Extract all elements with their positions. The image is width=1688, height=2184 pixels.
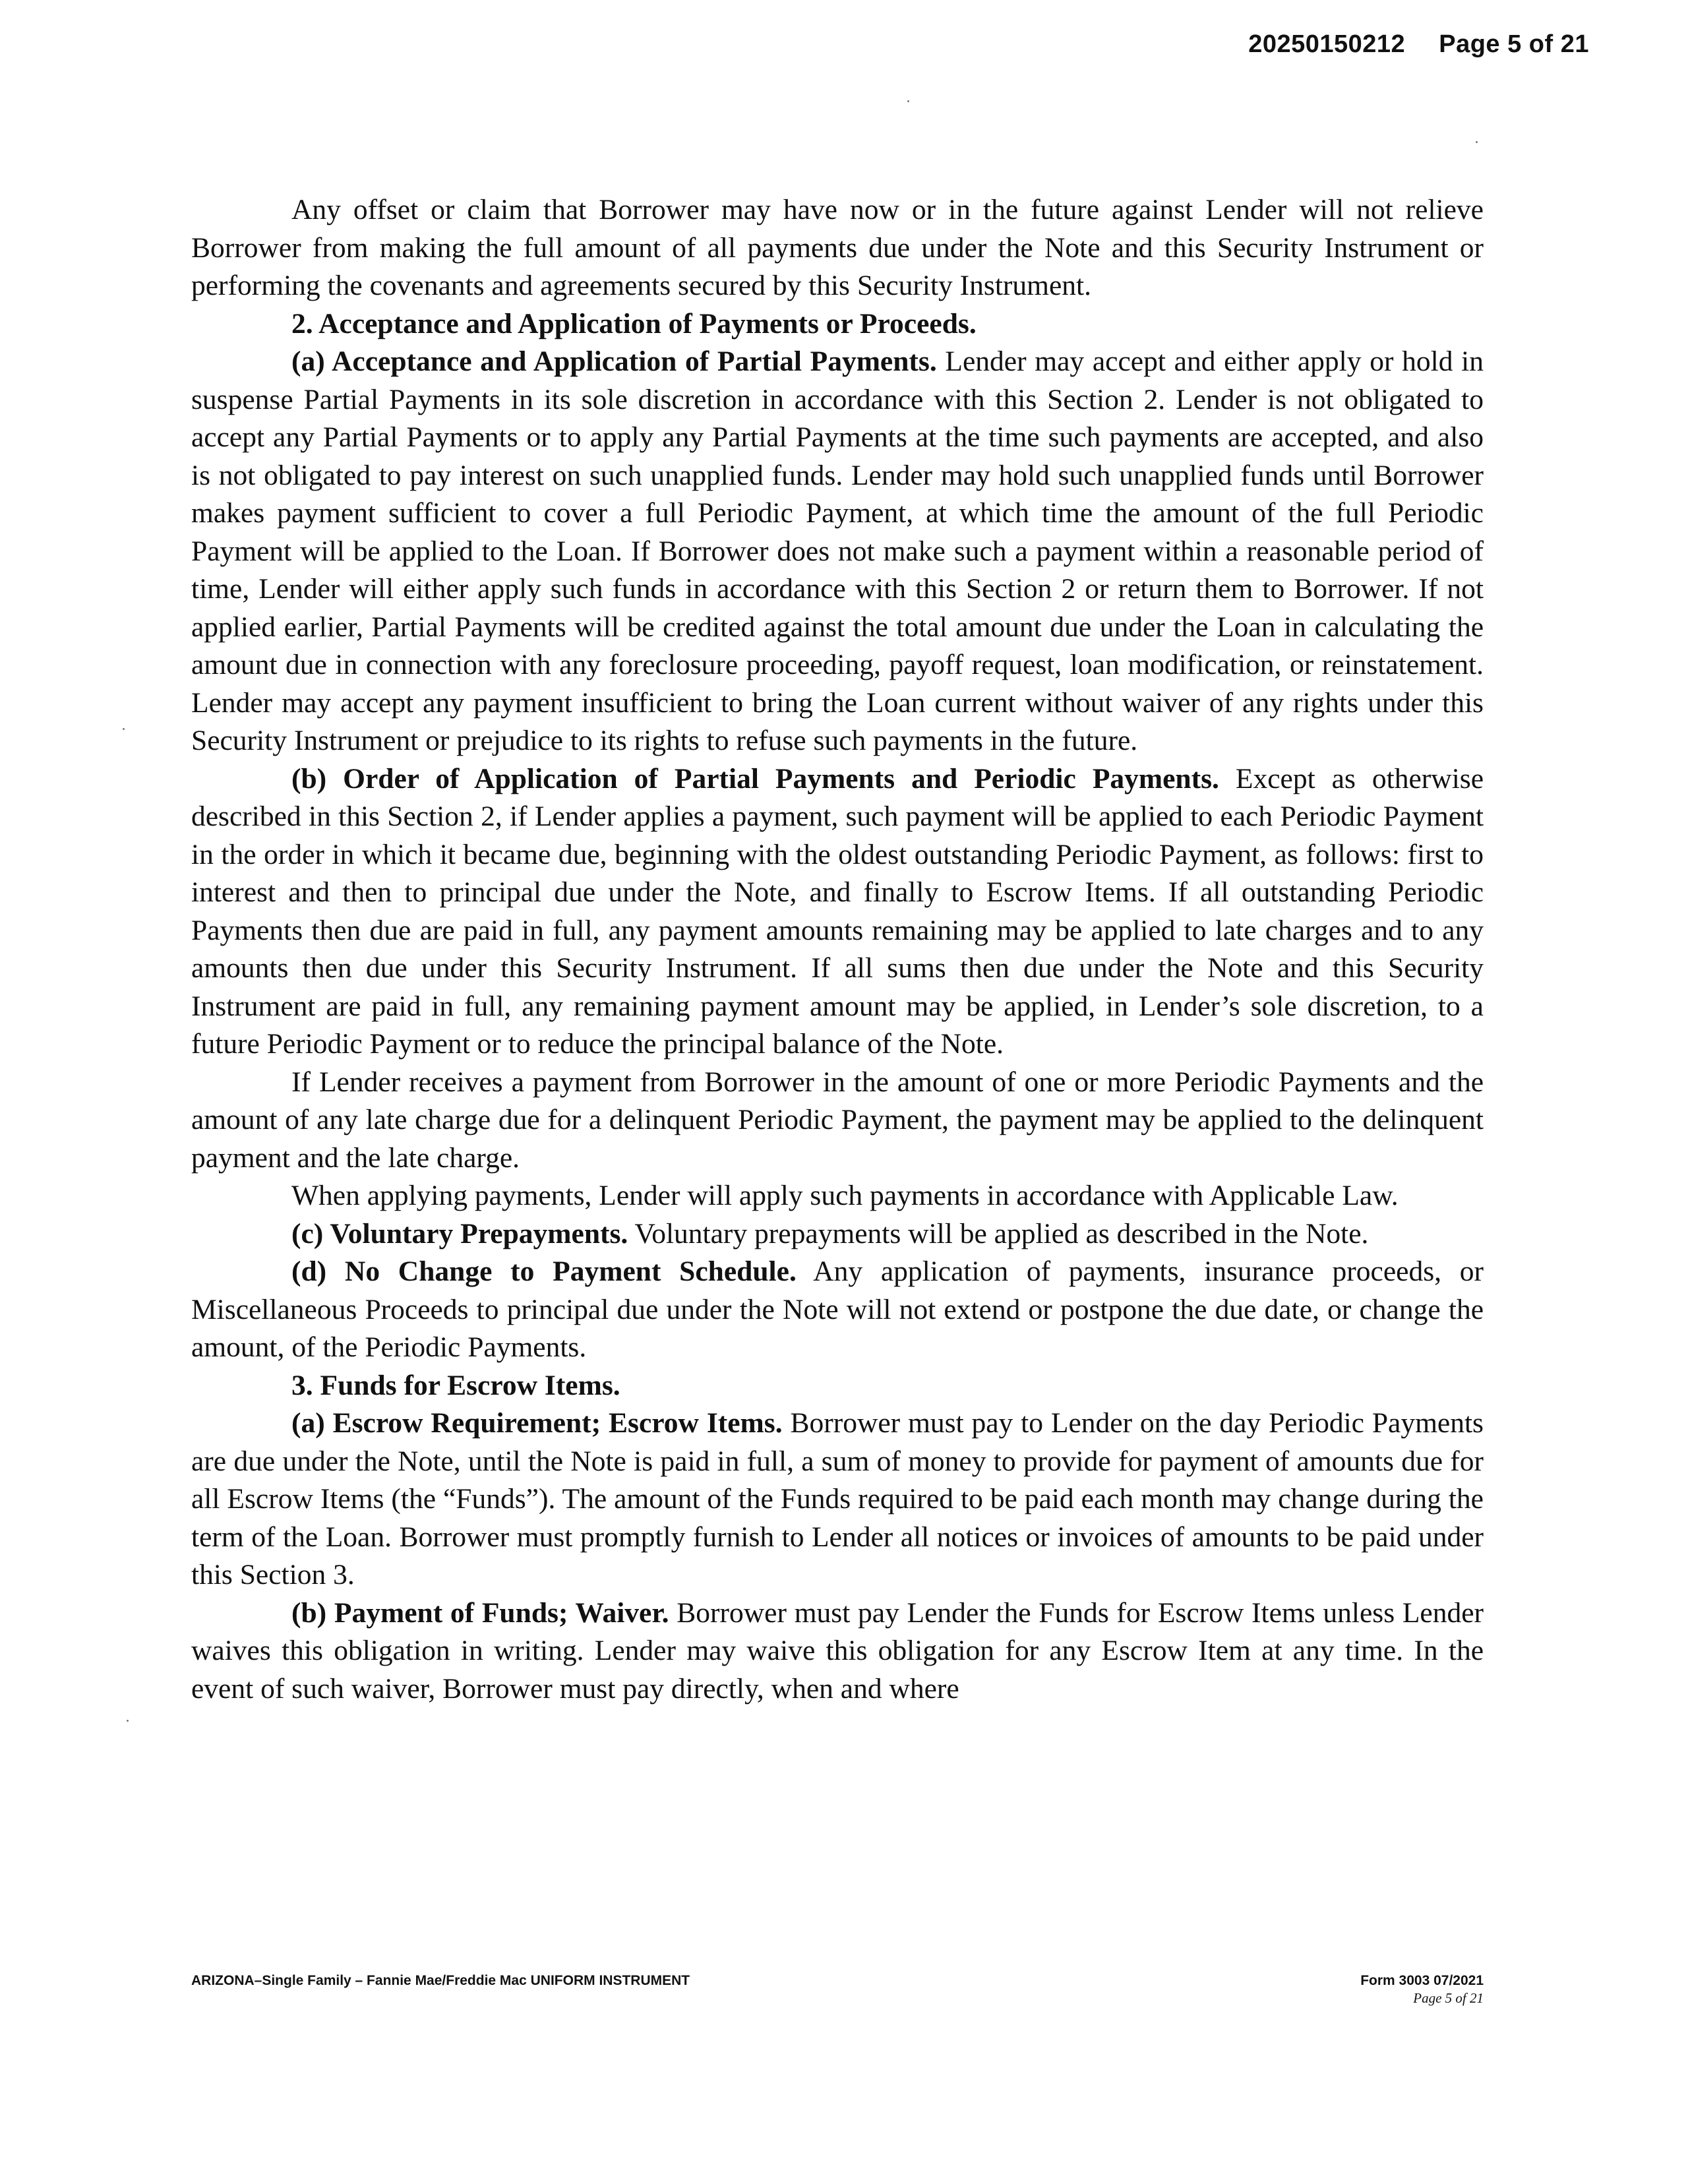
section-2c-title: (c) Voluntary Prepayments. xyxy=(291,1217,628,1250)
form-title: ARIZONA–Single Family – Fannie Mae/Freddie Mac UNIFORM INSTRUMENT xyxy=(191,1973,690,1988)
scan-speck xyxy=(123,728,125,730)
section-2d xyxy=(191,1253,1484,1367)
page-number-footer: Page 5 of 21 xyxy=(1413,1990,1484,2006)
scan-speck xyxy=(127,1720,129,1722)
section-3-title: 3. Funds for Escrow Items. xyxy=(291,1369,620,1401)
paragraph-offset: Any offset or claim that Borrower may have now or in the future against Lender will not relieve Borrower from making the full amount of all payments due under the Note and this Security Instrument or performing the covenants and agreements secured by this Security Instrument. xyxy=(191,194,1484,301)
section-2-heading xyxy=(191,305,1484,344)
section-2d-title: (d) No Change to Payment Schedule. xyxy=(291,1256,797,1287)
section-2d-text: Any application of payments, insurance proceeds, or Miscellaneous Proceeds to principal due under the Note will not extend or postpone the due date, or change the amount, of the Periodic Payments. xyxy=(191,1256,1484,1363)
document-number: 20250150212 xyxy=(1248,30,1406,58)
section-2b-title: (b) Order of Application of Partial Payments and Periodic Payments. xyxy=(291,762,1219,795)
section-2b xyxy=(191,760,1484,1064)
section-2a-title: (a) Acceptance and Application of Partial Payments. xyxy=(291,346,937,377)
recording-header xyxy=(1248,30,1589,59)
section-2a xyxy=(191,343,1484,760)
scan-speck xyxy=(1476,141,1478,143)
section-2b-text: Except as otherwise described in this Section 2, if Lender applies a payment, such payment will be applied to each Periodic Payment in the order in which it became due, beginning with the oldest outstanding Periodic Payment, as follows: first to interest and then to principal due under the Note, and finally to Escrow Items. If all outstanding Periodic Payments then due are paid in full, any payment amounts remaining may be applied to late charges and to any amounts then due under this Security Instrument. If all sums then due under the Note and this Security Instrument are paid in full, any remaining payment amount may be applied, in Lender’s sole discretion, to a future Periodic Payment or to reduce the principal balance of the Note. xyxy=(191,762,1484,1060)
section-2a-text: Lender may accept and either apply or hold in suspense Partial Payments in its sole discretion in accordance with this Section 2. Lender is not obligated to accept any Partial Payments or to apply any Partial Payments at the time such payments are accepted, and also is not obligated to pay interest on such unapplied funds. Lender may hold such unapplied funds until Borrower makes payment sufficient to cover a full Periodic Payment, at which time the amount of the full Periodic Payment will be applied to the Loan. If Borrower does not make such a payment within a reasonable period of time, Lender will either apply such funds in accordance with this Section 2 or return them to Borrower. If not applied earlier, Partial Payments will be credited against the total amount due under the Loan in calculating the amount due in connection with any foreclosure proceeding, payoff request, loan modification, or reinstatement. Lender may accept any payment insufficient to bring the Loan current without waiver of any rights under this Security Instrument or prejudice to its rights to refuse such payments in the future. xyxy=(191,346,1484,756)
section-3b-title: (b) Payment of Funds; Waiver. xyxy=(291,1596,669,1629)
section-3a-title: (a) Escrow Requirement; Escrow Items. xyxy=(291,1407,783,1439)
section-2c xyxy=(191,1215,1484,1254)
section-3b xyxy=(191,1594,1484,1709)
document-body xyxy=(191,191,1484,1708)
section-2c-text: Voluntary prepayments will be applied as described in the Note. xyxy=(634,1217,1369,1250)
section-3a xyxy=(191,1405,1484,1594)
paragraph-delinquent-payment: If Lender receives a payment from Borrower in the amount of one or more Periodic Payments and the amount of any late charge due for a delinquent Periodic Payment, the payment may be applied to the delinquent payment and the late charge. xyxy=(191,1066,1484,1174)
scan-speck xyxy=(907,100,909,102)
section-3b-text: Borrower must pay Lender the Funds for Escrow Items unless Lender waives this obligation in writing. Lender may waive this obligation for any Escrow Item at any time. In the event of such waiver, Borrower must pay directly, when and where xyxy=(191,1596,1484,1705)
section-3-heading xyxy=(191,1367,1484,1405)
section-3a-text: Borrower must pay to Lender on the day Periodic Payments are due under the Note, until the Note is paid in full, a sum of money to provide for payment of amounts due for all Escrow Items (the “Funds”). The amount of the Funds required to be paid each month may change during the term of the Loan. Borrower must promptly furnish to Lender all notices or invoices of amounts to be paid under this Section 3. xyxy=(191,1407,1484,1591)
section-2-title: 2. Acceptance and Application of Payments or Proceeds. xyxy=(291,307,977,340)
page-number-header: Page 5 of 21 xyxy=(1439,30,1589,58)
paragraph-applicable-law: When applying payments, Lender will apply such payments in accordance with Applicable Law. xyxy=(291,1180,1399,1211)
form-number: Form 3003 07/2021 xyxy=(1360,1973,1484,1988)
form-info xyxy=(1360,1973,1484,2007)
